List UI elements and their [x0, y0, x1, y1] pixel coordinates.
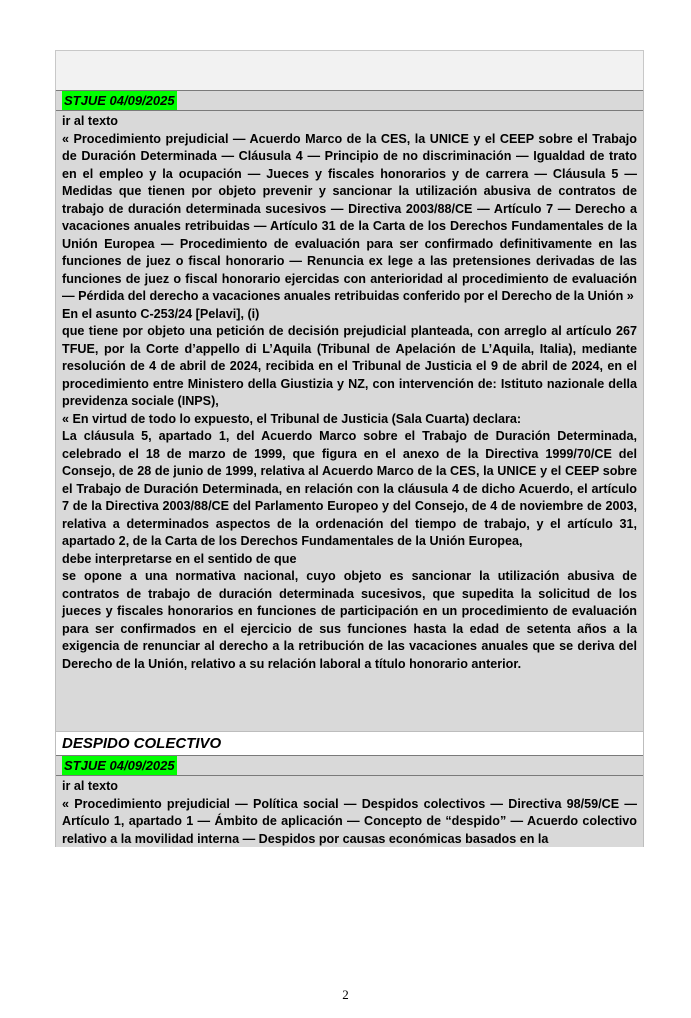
date-tag: STJUE 04/09/2025	[64, 758, 175, 773]
summary-keywords: « Procedimiento prejudicial — Política social — Despidos colectivos — Directiva 98/59/CE — Artículo 1, apartado 1 — Ámbito de aplicación — Concepto de “despido” — Acuerdo colectivo relativo a la movilidad interna — Despidos por causas económicas basados en la	[62, 796, 637, 846]
case-object: que tiene por objeto una petición de decisión prejudicial planteada, con arreglo al artículo 267 TFUE, por la Corte d’appello di L’Aquila (Tribunal de Apelación de L’Aquila, Italia), mediante resolución de 4 de abril de 2024, recibida en el Tribunal de Justicia el 9 de abril de 2024, en el procedimiento entre Ministero della Giustizia y NZ, con intervención de: Istituto nazionale della previdenza sociale (INPS),	[62, 324, 637, 408]
date-tag: STJUE 04/09/2025	[64, 93, 175, 108]
document-page	[55, 50, 644, 847]
interpretation-line: debe interpretarse en el sentido de que	[62, 551, 297, 566]
ir-al-texto-link[interactable]: ir al texto	[62, 114, 118, 128]
judgment-text	[56, 776, 643, 847]
empty-header-cell	[55, 50, 644, 90]
section-title: DESPIDO COLECTIVO	[62, 735, 222, 752]
judgment-block-1	[55, 90, 644, 731]
empty-space	[56, 673, 643, 731]
conclusion-text: se opone a una normativa nacional, cuyo objeto es sancionar la utilización abusiva de contratos de trabajo de duración determinada sucesivos, que supedita la solicitud de los jueces y fiscales honorarios en funciones de participación en un procedimiento de evaluación para ser confirmados en el ejercicio de sus funciones hasta la edad de setenta años a la exigencia de renunciar al derecho a la retribución de las vacaciones anuales que se deriva del Derecho de la Unión, relativo a su relación laboral a título honorario anterior.	[62, 569, 637, 671]
date-row	[56, 755, 643, 776]
date-row	[56, 90, 643, 111]
summary-keywords: « Procedimiento prejudicial — Acuerdo Marco de la CES, la UNICE y el CEEP sobre el Trabajo de Duración Determinada — Cláusula 4 — Principio de no discriminación — Igualdad de trato en el empleo y la ocupación — Jueces y fiscales honorarios y de carrera — Cláusula 5 — Medidas que tienen por objeto prevenir y sancionar la utilización abusiva de contratos de trabajo de duración determinada sucesivos — Directiva 2003/88/CE — Artículo 7 — Derecho a vacaciones anuales retribuidas — Artículo 31 de la Carta de los Derechos Fundamentales de la Unión Europea — Procedimiento de evaluación para ser confirmado definitivamente en las funciones de juez o fiscal honorario — Renuncia ex lege a las pretensiones derivadas de las funciones de juez o fiscal honorario ejercidas con anterioridad al procedimiento de evaluación — Pérdida del derecho a vacaciones anuales retribuidas conferido por el Derecho de la Unión »	[62, 131, 637, 303]
section-header	[55, 731, 644, 755]
ir-al-texto-link[interactable]: ir al texto	[62, 779, 118, 793]
case-reference: En el asunto C-253/24 [Pelavi], (i)	[62, 306, 260, 321]
judgment-text	[56, 111, 643, 673]
page-number: 2	[342, 987, 349, 1002]
judgment-block-2	[55, 755, 644, 847]
declaration-intro: « En virtud de todo lo expuesto, el Tribunal de Justicia (Sala Cuarta) declara:	[62, 411, 522, 426]
ruling-text: La cláusula 5, apartado 1, del Acuerdo Marco sobre el Trabajo de Duración Determinada, celebrado el 18 de marzo de 1999, que figura en el anexo de la Directiva 1999/70/CE del Consejo, de 28 de junio de 1999, relativa al Acuerdo Marco de la CES, la UNICE y el CEEP sobre el Trabajo de Duración Determinada, en relación con la cláusula 4 de dicho Acuerdo, el artículo 7 de la Directiva 2003/88/CE del Parlamento Europeo y del Consejo, de 4 de noviembre de 2003, relativa a determinados aspectos de la ordenación del tiempo de trabajo, y el artículo 31, apartado 2, de la Carta de los Derechos Fundamentales de la Unión Europea,	[62, 429, 637, 548]
